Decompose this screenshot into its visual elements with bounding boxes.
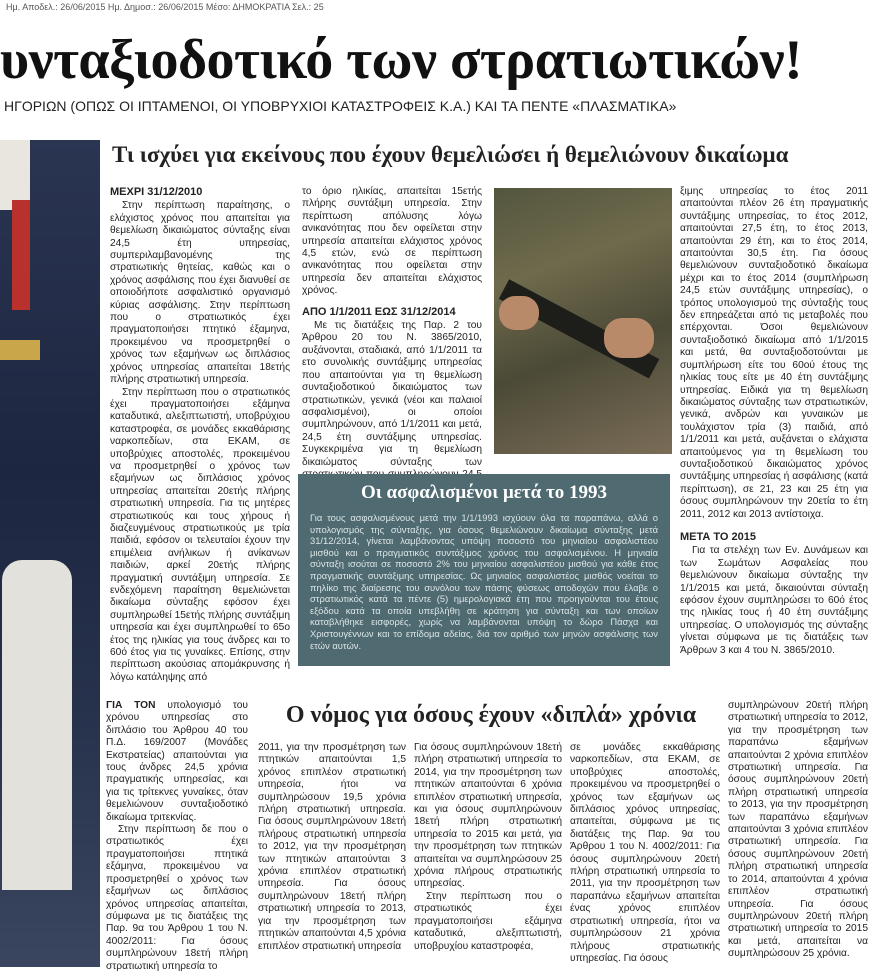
medal-ribbons [0, 340, 40, 360]
officer-photo [0, 140, 100, 967]
paragraph: Για όσους συμπληρώνουν 18ετή πλήρη στρατιωτική υπηρεσία το 2014, για την προσμέτρηση των πτητικών απαιτούνται 6 χρόνια επιπλέον στρατιωτική υπηρεσία, και για όσους συμπληρώνουν 18ετή πλήρη στρατιωτική υπηρεσία το 2015 και μετά, για την προσμέτρηση των πτητικών απαιτείται να συμπληρώσουν 25 χρόνια πλήρους στρατιωτικής υπηρεσίας. [414, 742, 562, 890]
column-heading: ΜΕΧΡΙ 31/12/2010 [110, 186, 203, 198]
box-body: Για τους ασφαλισμένους μετά την 1/1/1993 ισχύουν όλα τα παραπάνω, αλλά ο υπολογισμός της σύνταξης, για όσους θεμελιώνουν δικαίωμα σύνταξης μετά 31/12/2014, γίνεται λαμβάνοντας υπόψη ποσοστό του μηνιαίου ασφαλιστέου μισθού και ο πραγματικός συντάξιμος χρόνος του ασφαλισμένου. Η μηνιαία σύνταξη ισούται σε ποσοστό 2% του μηνιαίου ασφαλιστέου μισθού για κάθε έτος πραγματικής συντάξιμης υπηρεσίας. Ως μηνιαίος ασφαλιστέος μισθός νοείται το πηλίκο της διαίρεσης του συνόλου των πάσης φύσεως αποδοχών που έλαβε ο στρατιωτικός κατά τα πέντε (5) ημερολογιακά έτη που προηγούνται του έτους εξόδου κατά τα οποία υπεβλήθη σε κράτηση για σύνταξη και των οποίων καταβλήθηκε εισφορές, χωρίς να λαμβάνονται υπόψη το δώρο Πάσχα και Χριστουγέννων και το επίδομα αδείας, διά τον αριθμό των μηνών ασφάλισης των ετών αυτών. [310, 512, 658, 651]
paragraph: Στην περίπτωση δε που ο στρατιωτικός έχει πραγματοποιήσει πτητικά εξάμηνα, προκειμένου να προσμετρηθεί ο χρόνος των εξαμήνων ως διπλάσιος χρόνος υπηρεσίας απαιτείται, σύμφωνα με τις διατάξεις της Παρ. 9α του Άρθρου 1 του Ν. 4002/2011: Για όσους συμπληρώνουν 18ετή πλήρη στρατιωτική υπηρεσία το [106, 824, 248, 972]
column-b2 [258, 742, 406, 962]
paragraph: Με τις διατάξεις της Παρ. 2 του Άρθρου 20 του Ν. 3865/2010, αυξάνονται, σταδιακά, από 1/1/2011 τα ετο συνολικής συντάξιμης υπηρεσίας που απαιτούνται για τη θεμελίωση συνταξιοδοτικού δικαιώματος των στρατιωτικών, γενικά (νέοι και παλαιοί ασφαλισμένοι), οι οποίοι συμπληρώνουν, από 1/1/2011 και μετά, 24,5 έτη συντάξιμης υπηρεσίας. Συγκεκριμένα για τη θεμελίωση δικαιώματος σύνταξης των [302, 320, 482, 468]
column-b5 [728, 700, 868, 962]
column-heading: ΜΕΤΑ ΤΟ 2015 [680, 530, 757, 543]
paragraph: υπολογισμό του χρόνου υπηρεσίας στο διπλάσιο του Άρθρου 40 του Π.Δ. 169/2007 (Μονάδες Εκστρατείας) απαιτούνται για τους άνδρες 24,5 χρόνια πραγματικής υπηρεσίας, και για τις τρίτεκνες γυναίκες, όταν θεμελιώνουν συνταξιοδοτικό δικαίωμα τριτεκνίας. [106, 700, 248, 823]
subheadline: ΗΓΟΡΙΩΝ (ΟΠΩΣ ΟΙ ΙΠΤΑΜΕΝΟΙ, ΟΙ ΥΠΟΒΡΥΧΙΟΙ ΚΑΤΑΣΤΡΟΦΕΙΣ Κ.Α.) ΚΑΙ ΤΑ ΠΕΝΤΕ «ΠΛΑΣΜΑΤΙΚΑ» [4, 98, 677, 114]
section-title: Τι ισχύει για εκείνους που έχουν θεμελιώσει ή θεμελιώνουν δικαίωμα [112, 142, 789, 167]
section-title: Ο νόμος για όσους έχουν «διπλά» χρόνια [285, 702, 697, 728]
clipping-meta-line: Ημ. Αποδελ.: 26/06/2015 Ημ. Δημοσ.: 26/06/2015 Μέσο: ΔΗΜΟΚΡΑΤΙΑ Σελ.: 25 [6, 2, 324, 12]
paragraph: συμπληρώνουν 20ετή πλήρη στρατιωτική υπηρεσία το 2012, για την προσμέτρηση των παραπάνω εξαμήνων απαιτούνται 2 χρόνια επιπλέον στρατιωτική υπηρεσία. Για όσους συμπληρώνουν 20ετή πλήρη στρατιωτική υπηρεσία το 2013, για την προσμέτρηση των παραπάνω εξαμήνων απαιτούνται 3 χρόνια επιπλέον στρατιωτική υπηρεσία. Για όσους συμπληρώνουν 20ετή πλήρη στρατιωτική υπηρεσία το 2014, απαιτούνται 4 χρόνια επιπλέον στρατιωτική υπηρεσία. Για όσους συμπληρώνουν 20ετή πλήρη στρατιωτική υπηρεσία το 2015 και μετά, απαιτείται να συμπληρώσουν 25 χρόνια. [728, 700, 868, 960]
paragraph: 2011, για την προσμέτρηση των πτητικών απαιτούνται 1,5 χρόνος επιπλέον στρατιωτική υπηρεσία, ήτοι να συμπληρώσουν 19,5 χρόνια πλήρη στρατιωτική υπηρεσία. Για όσους συμπληρώνουν 18ετή πλήρους στρατιωτική υπηρεσία το 2012, για την προσμέτρηση των πτητικών απαιτούνται 3 χρόνια επιπλέον στρατιωτική υπηρεσία. Για όσους συμπληρώνουν 18ετή πλήρη στρατιωτική υπηρεσία το 2013, για την προσμέτρηση των πτητικών απαιτούνται 4,5 χρόνια επιπλέον στρατιωτική υπηρεσία [258, 742, 406, 952]
column-1 [110, 186, 290, 683]
hand [499, 296, 539, 330]
white-glove-hand [2, 560, 72, 890]
paragraph: σε μονάδες εκκαθάρισης ναρκοπεδίων, στα ΕΚΑΜ, σε υποβρύχιες αποστολές, προκειμένου να προσμετρηθεί ο χρόνος των εξαμήνων ως διπλάσιος χρόνος υπηρεσίας, απαιτείται, σύμφωνα με τις διατάξεις της Παρ. 9α του Άρθρου 1 του Ν. 4002/2011: Για όσους συμπληρώνουν 20ετή πλήρη στρατιωτική υπηρεσία το 2011, για την προσμέτρηση των παραπάνω εξαμήνων απαιτείται ένας χρόνος επιπλέον στρατιωτική υπηρεσία, ήτοι να συμπληρώσουν 21 χρόνια πλήρους στρατιωτικής υπηρεσίας. Για όσους [570, 742, 720, 964]
column-b1 [106, 700, 248, 972]
column-4 [680, 186, 868, 666]
tie [12, 200, 30, 310]
lead-in: ΓΙΑ ΤΟΝ [106, 700, 156, 711]
paragraph: ξιμης υπηρεσίας το έτος 2011 απαιτούνται πλέον 26 έτη πραγματικής συντάξιμης υπηρεσίας, το έτος 2012, απαιτούνται 27,5 έτη, το έτος 2013, απαιτούνται 29 έτη, και το έτος 2014, απαιτούνται 30,5 έτη. Για όσους θεμελιώνουν συνταξιοδοτικό δικαίωμα μέχρι και το έτος 2014 (συμπλήρωση 24,5 ετών συντάξιμης υπηρεσίας), ο τρόπος υπολογισμού της σύνταξής τους δεν επηρεάζεται από τις μεταβολές που επέρχονται. Όσοι θεμελιώνουν συνταξιοδοτικό δικαίωμα από 1/1/2015 και μετά, θα συνταξιοδοτούνται με συμπλήρωση είτε του 60ού έτους της ηλικίας τους είτε με 40 έτη συντάξιμης υπηρεσίας. Ειδικά για τη θεμελίωση δικαιώματος σύνταξης των στρατιωτικών, γενικά, ανδρών και γυναικών με τουλάχιστον τρία (3) παιδιά, από 1/1/2011 και μετά, αυξάνεται ο ελάχιστα απαιτούμενος για τη θεμελίωση του συνταξιοδοτικού δικαιώματος χρόνος συντάξιμης υπηρεσίας ή ασφάλισης (κατά περίπτωση), σε 21, 23 και 25 έτη για όσους συμπληρώνουν την 20ετία το έτη 2011, 2012 και 2013 αντίστοιχα. [680, 186, 868, 520]
column-heading: ΑΠΟ 1/1/2011 ΕΩΣ 31/12/2014 [302, 305, 456, 318]
paragraph: Στην περίπτωση που ο στρατιωτικός έχει πραγματοποιήσει εξάμηνα καταδυτικά, αλεξιπτωτιστή, υποβρύχιου καταστροφέα, σε μονάδες εκκαθάρισης ναρκοπεδίων, στα ΕΚΑΜ, σε υποβρύχιες αποστολές, προκειμένου να προσμετρηθεί ο χρόνος των εξαμήνων ως διπλάσιος χρόνος υπηρεσίας απαιτείται 20ετής πλήρης στρατιωτική υπηρεσία. Για τις μητέρες στρατιωτικούς και τους χήρους ή διαζευγμένους στρατιωτικούς με τρία παιδιά, εφόσον οι τελευταίοι έχουν την επιμέλεια ανήλικων ή ανίκανων παιδιών, αρκεί 20ετής πλήρης πραγματική συντάξιμη υπηρεσία. Σε ενδεχόμενη παραίτηση θεμελιώνεται δικαίωμα σύνταξης εφόσον έχει συμπληρωθεί 15ετής πλήρης συντάξιμη υπηρεσία και έχει συμπληρωθεί το 65ο έτος της ηλικίας για τους άνδρες και το 60ό έτος για τις γυναίκες. Επίσης, στην περίπτωση ακούσιας απομάκρυνσης ή λόγω κατάληψης από [110, 386, 290, 683]
box-title: Οι ασφαλισμένοι μετά το 1993 [361, 482, 607, 503]
paragraph: το όριο ηλικίας, απαιτείται 15ετής πλήρης συντάξιμη υπηρεσία. Στην περίπτωση απόλυσης λόγω ανικανότητας που δεν οφείλεται στην υπηρεσία απαιτείται ελάχιστος χρόνος 4,5 ετών, ενώ σε περίπτωση ανικανότητας που οφείλεται στην υπηρεσία δεν απαιτείται ελάχιστος χρόνος. [302, 186, 482, 297]
soldier-with-rifle-photo [494, 188, 672, 454]
column-b3 [414, 742, 562, 962]
paragraph: Στην περίπτωση που ο στρατιωτικός έχει πραγματοποιήσει εξάμηνα καταδυτικά, αλεξιπτωτιστή, υποβρυχίου καταστροφέα, [414, 890, 562, 952]
paragraph: Στην περίπτωση παραίτησης, ο ελάχιστος χρόνος που απαιτείται για θεμελίωση δικαιώματος σύνταξης είναι 24,5 έτη υπηρεσίας, συμπεριλαμβανομένης της στρατιωτικής θητείας, καθώς και ο χρόνος ασφάλισης που έχει διανυθεί σε οποιοδήποτε ασφαλιστικό οργανισμό κύριας ασφάλισης. Στην περίπτωση που ο στρατιωτικός έχει πραγματοποιήσει πτητικό έξαμηνα, προκειμένου να προσμετρηθεί ο χρόνος των εξαμήνων ως διπλάσιος χρόνος υπηρεσίας απαιτείται 18ετής πλήρης στρατιωτική υπηρεσία. [110, 200, 290, 386]
column-2 [302, 186, 482, 474]
headline: υνταξιοδοτικό των στρατιωτικών! [0, 29, 803, 91]
insured-after-1993-box [298, 474, 670, 666]
hand [604, 318, 654, 358]
paragraph: Για τα στελέχη των Εν. Δυνάμεων και των Σωμάτων Ασφαλείας που θεμελιώνουν δικαίωμα σύνταξης την 1/1/2015 και μετά, δικαιούνται σύνταξη εφόσον έχουν συμπληρώσει το 60ό έτος της ηλικίας τους ή 40 έτη συντάξιμης υπηρεσίας. Ο υπολογισμός της σύνταξης γίνεται σύμφωνα με τις διατάξεις των Άρθρων 3 και 4 του Ν. 3865/2010. [680, 545, 868, 656]
column-b4 [570, 742, 720, 962]
